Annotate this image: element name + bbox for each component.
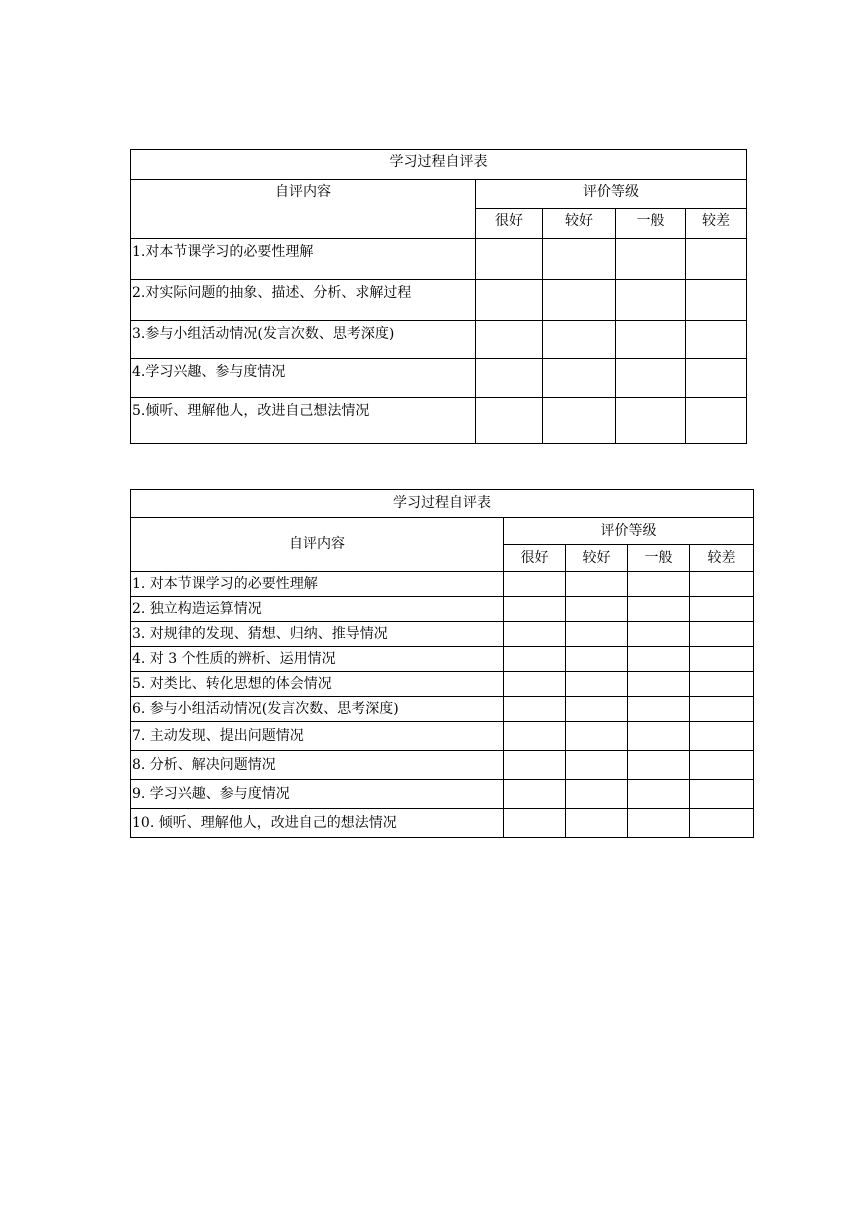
grade-poor: 较差 [690, 545, 754, 572]
rating-cell[interactable] [628, 597, 690, 622]
table-row [131, 809, 754, 838]
rating-cell[interactable] [566, 722, 628, 751]
table-row [131, 622, 754, 647]
rating-cell[interactable] [504, 809, 566, 838]
rating-cell[interactable] [616, 280, 686, 321]
rating-cell[interactable] [628, 780, 690, 809]
item-label: 1.对本节课学习的必要性理解 [131, 239, 476, 280]
table-row [131, 697, 754, 722]
rating-cell[interactable] [628, 647, 690, 672]
grade-poor: 较差 [686, 209, 747, 239]
table-title: 学习过程自评表 [131, 490, 754, 518]
item-label: 7. 主动发现、提出问题情况 [131, 722, 504, 751]
item-label: 4. 对 3 个性质的辨析、运用情况 [131, 647, 504, 672]
table-title: 学习过程自评表 [131, 150, 747, 180]
rating-cell[interactable] [504, 597, 566, 622]
rating-cell[interactable] [543, 398, 616, 444]
item-label: 10. 倾听、理解他人，改进自己的想法情况 [131, 809, 504, 838]
rating-cell[interactable] [690, 751, 754, 780]
table-row [131, 751, 754, 780]
table-row [131, 597, 754, 622]
table-row [131, 572, 754, 597]
rating-cell[interactable] [476, 321, 543, 359]
rating-cell[interactable] [566, 780, 628, 809]
grade-good: 较好 [543, 209, 616, 239]
rating-cell[interactable] [504, 572, 566, 597]
rating-cell[interactable] [543, 359, 616, 398]
rating-cell[interactable] [628, 672, 690, 697]
item-label: 9. 学习兴趣、参与度情况 [131, 780, 504, 809]
item-label: 8. 分析、解决问题情况 [131, 751, 504, 780]
content-header: 自评内容 [131, 180, 476, 239]
grade-header: 评价等级 [476, 180, 747, 209]
table-row [131, 239, 747, 280]
rating-cell[interactable] [476, 398, 543, 444]
rating-cell[interactable] [616, 359, 686, 398]
table-row [131, 780, 754, 809]
rating-cell[interactable] [504, 751, 566, 780]
rating-cell[interactable] [628, 722, 690, 751]
rating-cell[interactable] [476, 359, 543, 398]
rating-cell[interactable] [686, 359, 747, 398]
rating-cell[interactable] [690, 572, 754, 597]
rating-cell[interactable] [566, 697, 628, 722]
rating-cell[interactable] [628, 751, 690, 780]
table-row [131, 359, 747, 398]
item-label: 5. 对类比、转化思想的体会情况 [131, 672, 504, 697]
rating-cell[interactable] [566, 647, 628, 672]
rating-cell[interactable] [690, 780, 754, 809]
rating-cell[interactable] [476, 239, 543, 280]
rating-cell[interactable] [616, 398, 686, 444]
rating-cell[interactable] [566, 809, 628, 838]
rating-cell[interactable] [690, 809, 754, 838]
table-row [131, 647, 754, 672]
rating-cell[interactable] [476, 280, 543, 321]
rating-cell[interactable] [690, 647, 754, 672]
rating-cell[interactable] [504, 780, 566, 809]
rating-cell[interactable] [690, 722, 754, 751]
rating-cell[interactable] [690, 697, 754, 722]
table-row [131, 280, 747, 321]
item-label: 2.对实际问题的抽象、描述、分析、求解过程 [131, 280, 476, 321]
rating-cell[interactable] [686, 398, 747, 444]
rating-cell[interactable] [628, 697, 690, 722]
grade-very-good: 很好 [504, 545, 566, 572]
rating-cell[interactable] [543, 321, 616, 359]
rating-cell[interactable] [566, 572, 628, 597]
item-label: 1. 对本节课学习的必要性理解 [131, 572, 504, 597]
rating-cell[interactable] [504, 697, 566, 722]
item-label: 6. 参与小组活动情况(发言次数、思考深度) [131, 697, 504, 722]
item-label: 4.学习兴趣、参与度情况 [131, 359, 476, 398]
rating-cell[interactable] [686, 239, 747, 280]
rating-cell[interactable] [543, 239, 616, 280]
rating-cell[interactable] [504, 622, 566, 647]
grade-very-good: 很好 [476, 209, 543, 239]
item-label: 3. 对规律的发现、猜想、归纳、推导情况 [131, 622, 504, 647]
item-label: 5.倾听、理解他人，改进自己想法情况 [131, 398, 476, 444]
rating-cell[interactable] [628, 809, 690, 838]
rating-cell[interactable] [628, 572, 690, 597]
rating-cell[interactable] [504, 647, 566, 672]
rating-cell[interactable] [686, 321, 747, 359]
grade-average: 一般 [628, 545, 690, 572]
rating-cell[interactable] [566, 672, 628, 697]
grade-header: 评价等级 [504, 518, 754, 545]
grade-average: 一般 [616, 209, 686, 239]
table-row [131, 398, 747, 444]
item-label: 3.参与小组活动情况(发言次数、思考深度) [131, 321, 476, 359]
rating-cell[interactable] [616, 239, 686, 280]
self-evaluation-table-1 [130, 149, 747, 444]
rating-cell[interactable] [686, 280, 747, 321]
table-row [131, 672, 754, 697]
rating-cell[interactable] [566, 622, 628, 647]
rating-cell[interactable] [690, 672, 754, 697]
rating-cell[interactable] [628, 622, 690, 647]
rating-cell[interactable] [616, 321, 686, 359]
grade-good: 较好 [566, 545, 628, 572]
table-row [131, 722, 754, 751]
content-header: 自评内容 [131, 518, 504, 572]
rating-cell[interactable] [504, 722, 566, 751]
self-evaluation-table-2 [130, 489, 754, 838]
rating-cell[interactable] [504, 672, 566, 697]
rating-cell[interactable] [690, 622, 754, 647]
rating-cell[interactable] [690, 597, 754, 622]
rating-cell[interactable] [566, 751, 628, 780]
rating-cell[interactable] [543, 280, 616, 321]
table-row [131, 321, 747, 359]
rating-cell[interactable] [566, 597, 628, 622]
item-label: 2. 独立构造运算情况 [131, 597, 504, 622]
